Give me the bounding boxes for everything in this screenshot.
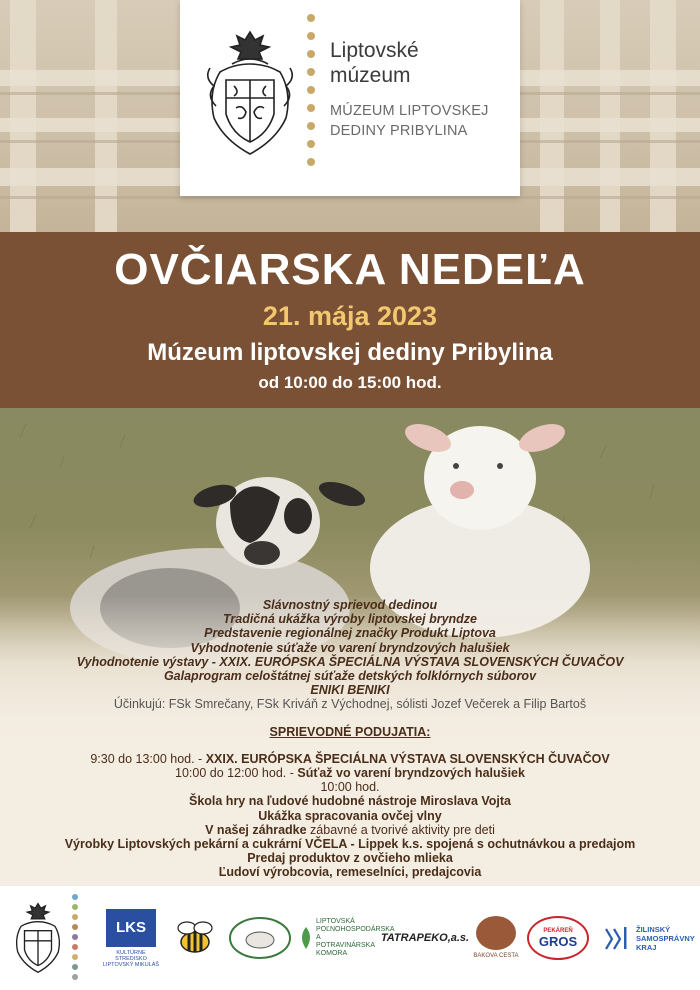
performers-line: Účinkujú: FSk Smrečany, FSk Kriváň z Východnej, sólisti Jozef Večerek a Filip Bartoš <box>113 697 587 712</box>
lks-label: KULTÚRNE STREDISKO LIPTOVSKÝ MIKULÁŠ <box>102 949 160 968</box>
bakova-emblem-icon <box>476 916 516 950</box>
event-title: OVČIARSKA NEDEĽA <box>114 245 586 294</box>
side-events-list <box>0 752 700 880</box>
event-date: 21. mája 2023 <box>262 301 438 331</box>
sponsor-dog-club <box>226 886 294 990</box>
side-event-row: Ľudoví výrobcovia, remeselníci, predajcovia <box>218 865 482 880</box>
decorative-dots <box>307 14 317 176</box>
event-hours: od 10:00 do 15:00 hod. <box>258 373 442 392</box>
sponsor-vcela <box>168 886 222 990</box>
side-event-row <box>0 752 700 766</box>
zsk-label: ŽILINSKÝ SAMOSPRÁVNY KRAJ <box>636 924 695 952</box>
sponsor-museum <box>8 886 68 990</box>
zsk-emblem-icon <box>602 923 632 953</box>
side-event-row: Predaj produktov z ovčieho mlieka <box>247 851 453 866</box>
dog-club-emblem-icon <box>228 916 292 960</box>
museum-subtitle-line2: DEDINY PRIBYLINA <box>330 123 468 139</box>
program-item: Galaprogram celoštátnej súťaže detských folklórnych súborov <box>163 669 537 684</box>
side-event-time: 9:30 do 13:00 hod. - <box>90 751 206 766</box>
sponsor-tatrapeko <box>380 886 470 990</box>
program-item: Tradičná ukážka výroby liptovskej bryndze <box>222 612 478 627</box>
side-event-text: Súťaž vo varení bryndzových halušiek <box>297 766 525 781</box>
side-event-text: XXIX. EURÓPSKA ŠPECIÁLNA VÝSTAVA SLOVENSKÝCH ČUVAČOV <box>205 751 610 766</box>
tatrapeko-label: TATRAPEKO,a.s. <box>380 932 470 944</box>
museum-name-line2: múzeum <box>330 64 411 87</box>
program-item: Vyhodnotenie súťaže vo varení bryndzových halušiek <box>190 640 510 655</box>
museum-subtitle <box>330 101 489 141</box>
title-band <box>0 232 700 408</box>
sponsor-lks <box>100 886 162 990</box>
sponsor-gros <box>526 886 590 990</box>
side-event-row: Výrobky Liptovských pekární a cukrární VČELA - Lippek k.s. spojená s ochutnávkou a predajom <box>64 837 636 852</box>
program-section <box>0 598 700 880</box>
leaf-icon <box>300 925 312 951</box>
side-event-text: V našej záhradke <box>205 822 307 837</box>
bakova-label: BAKOVA CESTA <box>473 953 519 959</box>
side-event-row <box>0 780 700 794</box>
gros-label: GROS <box>538 933 578 949</box>
sponsor-zsk <box>602 886 696 990</box>
program-item: ENIKI BENIKI <box>310 683 390 698</box>
museum-crest-small-icon <box>11 901 65 975</box>
sponsor-bakova <box>470 886 522 990</box>
museum-logo-card <box>180 0 520 196</box>
sponsor-chamber <box>300 886 395 990</box>
museum-subtitle-line1: MÚZEUM LIPTOVSKEJ <box>330 103 489 119</box>
side-event-row: Ukážka spracovania ovčej vlny <box>258 808 442 823</box>
side-event-time: 10:00 do 12:00 hod. - <box>175 766 298 781</box>
museum-crest-icon <box>202 28 298 158</box>
side-event-row: Škola hry na ľudové hudobné nástroje Miroslava Vojta <box>188 794 511 809</box>
program-item: Predstavenie regionálnej značky Produkt Liptova <box>204 626 496 641</box>
side-event-row <box>0 823 700 837</box>
museum-name <box>330 38 419 88</box>
museum-name-line1: Liptovské <box>330 39 419 62</box>
side-event-time: 10:00 hod. <box>320 780 380 795</box>
gros-emblem <box>527 916 589 960</box>
event-venue: Múzeum liptovskej dediny Pribylina <box>147 339 553 366</box>
bee-icon <box>171 918 219 958</box>
side-event-rest: zábavné a tvorivé aktivity pre deti <box>306 822 495 837</box>
side-events-heading: SPRIEVODNÉ PODUJATIA: <box>269 724 431 739</box>
chamber-label: LIPTOVSKÁ POĽNOHOSPODÁRSKA A POTRAVINÁRSKA KOMORA <box>316 918 395 957</box>
program-item: Slávnostný sprievod dedinou <box>262 598 438 612</box>
footer-color-dots <box>72 894 80 984</box>
gros-top-label: PEKÁREŇ <box>543 927 573 934</box>
program-item: Vyhodnotenie výstavy - XXIX. EURÓPSKA ŠPECIÁLNA VÝSTAVA SLOVENSKÝCH ČUVAČOV <box>76 654 624 669</box>
lks-logo-mark: LKS <box>106 909 156 947</box>
side-event-row <box>0 766 700 780</box>
sponsors-footer <box>0 886 700 990</box>
